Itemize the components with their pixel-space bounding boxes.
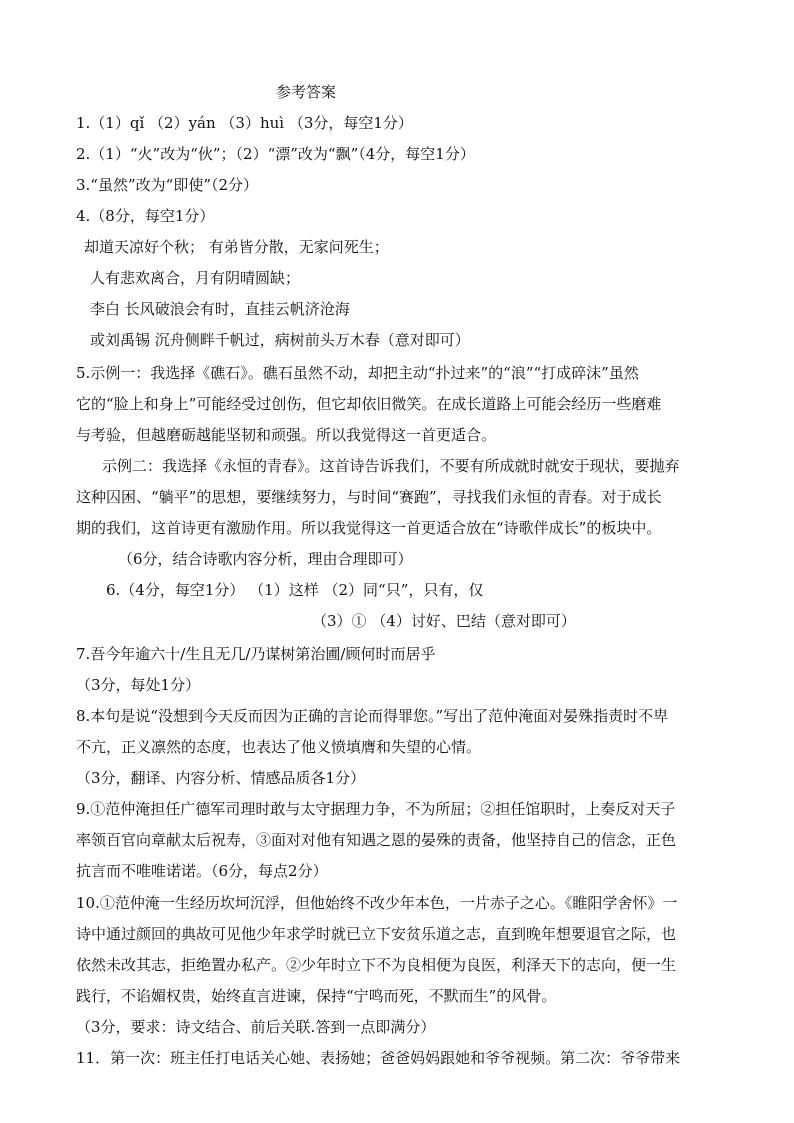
answer-line-8: 或刘禹锡 沉舟侧畔千帆过，病树前头万木春（意对即可） — [90, 331, 470, 349]
answer-line-7: 李白 长风破浪会有时，直挂云帆济沧海 — [90, 300, 350, 318]
answer-line-10: 它的“脸上和身上”可能经受过创伤，但它却依旧微笑。在成长道路上可能会经历一些磨难 — [76, 395, 662, 413]
answer-line-2: 2.（1）“火”改为“伙”；（2）“漂”改为“飘”（4分，每空1分） — [76, 145, 475, 163]
answer-line-12: 示例二：我选择《永恒的青春》。这首诗告诉我们，不要有所成就时就安于现状，要抛弃 — [102, 457, 680, 475]
answer-line-19: （3分，每处1分） — [76, 676, 201, 694]
answer-line-28: 依然未改其志，拒绝置办私产。②少年时立下不为良相便为良医，利泽天下的志向，便一生 — [76, 956, 677, 974]
answer-line-23: 9.①范仲淹担任广德军司理时敢与太守据理力争，不为所屈；②担任馆职时，上奏反对天子 — [76, 800, 676, 818]
answer-line-31: 11．第一次：班主任打电话关心她、表扬她；爸爸妈妈跟她和爷爷视频。第二次：爷爷带来 — [76, 1049, 681, 1067]
answer-line-5: 却道天凉好个秋； 有弟皆分散，无家问死生； — [84, 238, 389, 256]
answer-line-3: 3.“虽然”改为“即使”（2分） — [76, 176, 259, 194]
answer-line-14: 期的我们，这首诗更有激励作用。所以我觉得这一首更适合放在“诗歌伴成长”的板块中。 — [76, 519, 662, 537]
answer-line-15: （6分，结合诗歌内容分析，理由合理即可） — [118, 550, 413, 568]
answer-line-27: 诗中通过颜回的典故可见他少年求学时就已立下安贫乐道之志，直到晚年想要退官之际，也 — [76, 925, 677, 943]
answer-line-11: 与考验，但越磨砺越能坚韧和顽强。所以我觉得这一首更适合。 — [76, 426, 497, 444]
answer-line-16: 6.（4分，每空1分） （1）这样 （2）同“只”，只有，仅 — [106, 581, 484, 599]
page-title: 参考答案 — [276, 83, 337, 101]
answer-line-25: 抗言而不唯唯诺诺。（6分，每点2分） — [76, 862, 328, 880]
answer-line-17: （3）① （4）讨好、巴结（意对即可） — [312, 612, 576, 630]
answer-line-13: 这种囚困、“躺平”的思想，要继续努力，与时间“赛跑”，寻找我们永恒的青春。对于成长 — [76, 488, 662, 506]
answer-line-20: 8.本句是说“没想到今天反而因为正确的言论而得罪您。”写出了范仲淹面对晏殊指责时不卑 — [76, 707, 669, 725]
answer-line-29: 践行，不谄媚权贵，始终直言进谏，保持“宁鸣而死，不默而生”的风骨。 — [76, 987, 557, 1005]
answer-line-30: （3分，要求：诗文结合、前后关联.答到一点即满分） — [76, 1018, 436, 1036]
answer-line-21: 不亢，正义凛然的态度，也表达了他义愤填膺和失望的心情。 — [76, 738, 482, 756]
answer-line-9: 5.示例一：我选择《礁石》。礁石虽然不动，却把主动“扑过来”的“浪”“打成碎沫”虽然 — [76, 364, 639, 382]
answer-line-1: 1.（1）qǐ （2）yán （3）huì （3分，每空1分） — [76, 114, 413, 132]
answer-line-26: 10.①范仲淹一生经历坎坷沉浮，但他始终不改少年本色，一片赤子之心。《睢阳学舍怀》一 — [76, 894, 678, 912]
answer-line-6: 人有悲欢离合，月有阴晴圆缺； — [90, 269, 301, 287]
answer-line-18: 7.吾今年逾六十/生且无几/乃谋树第治圃/顾何时而居乎 — [76, 645, 436, 663]
answer-line-22: （3分，翻译、内容分析、情感品质各1分） — [76, 769, 366, 787]
answer-line-24: 率领百官向章献太后祝寿，③面对对他有知遇之恩的晏殊的责备，他坚持自己的信念，正色 — [76, 831, 677, 849]
answer-line-4: 4.（8分，每空1分） — [76, 207, 215, 225]
